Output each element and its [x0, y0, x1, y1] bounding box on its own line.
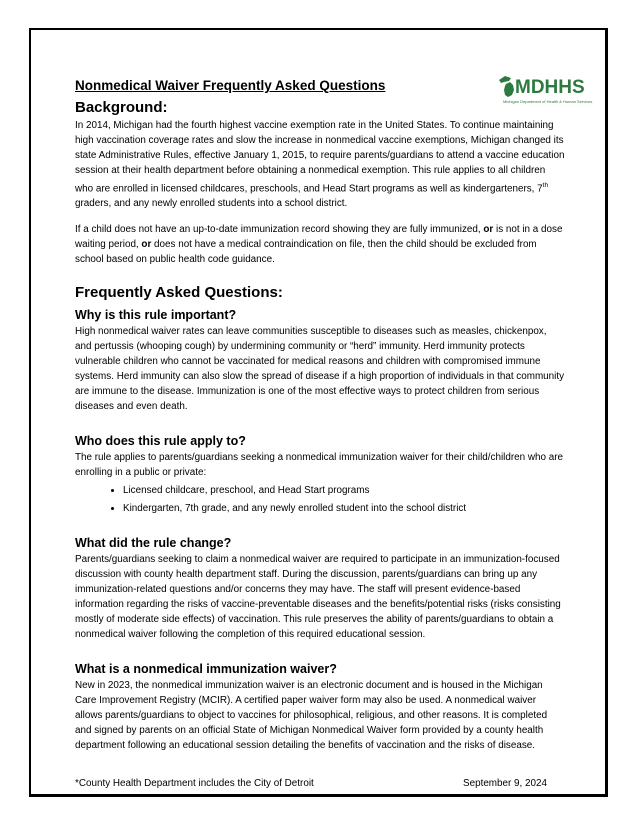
list-item: • Kindergarten, 7th grade, and any newly enrolled student into the school district: [123, 501, 565, 516]
question-4: What is a nonmedical immunization waiver?: [75, 662, 337, 677]
answer-2: The rule applies to parents/guardians seeking a nonmedical immunization waiver for their child/children who are enrolling in a public or private:: [75, 452, 563, 479]
question-1: Why is this rule important?: [75, 308, 237, 323]
question-3: What did the rule change?: [75, 536, 232, 551]
logo-wordmark: MDHHS: [515, 77, 585, 98]
document-body: [75, 76, 565, 753]
background-paragraph: In 2014, Michigan had the fourth highest vaccine exemption rate in the United States. To continue maintaining high vaccination coverage rates and slow the increase in nonmedical vaccine exemptions, Michigan changed its state Administrative Rules, effective January 1, 2015, to require parents/guardians to attend a vaccine education session at their health department before obtaining a nonmedical exemption. This rule applies to all children who are enrolled in licensed childcares, preschools, and Head Start programs as well as kindergarteners, 7th graders, and any newly enrolled students into a school district.: [75, 120, 565, 210]
logo-subtitle: Michigan Department of Health & Human Services: [503, 99, 593, 104]
faq-heading: Frequently Asked Questions:: [75, 284, 283, 302]
answer-3: Parents/guardians seeking to claim a nonmedical waiver are required to participate in an immunization-focused discussion with county health department staff. During the discussion, parents/guardians can bring up any immunization-related questions and/or concerns they may have. The staff will present evidence-based information regarding the risks of vaccine-preventable diseases and the benefits/potential risks (risks consisting mostly of moderate side effects) of vaccination. This rule preserves the ability of parents/guardians to obtain a nonmedical waiver following the completion of this required educational session.: [75, 554, 561, 641]
footer-note: *County Health Department includes the City of Detroit: [75, 778, 314, 789]
exclusion-paragraph: If a child does not have an up-to-date immunization record showing they are fully immunized, or is not in a dose waiting period, or does not have a medical contraindication on file, then the child should be excluded from school based on public health code guidance.: [75, 224, 563, 266]
answer-4: New in 2023, the nonmedical immunization waiver is an electronic document and is housed in the Michigan Care Improvement Registry (MCIR). A certified paper waiver form may also be used. A nonmedical waiver allows parents/guardians to object to vaccines for philosophical, religious, and other reasons. It is completed and signed by parents on an official State of Michigan Nonmedical Waiver form provided by a county health department following an educational session detailing the benefits of vaccination and the risks of disease.: [75, 680, 548, 752]
list-item: • Licensed childcare, preschool, and Head Start programs: [123, 483, 565, 498]
question-2: Who does this rule apply to?: [75, 434, 246, 449]
page-title: Nonmedical Waiver Frequently Asked Questions: [75, 78, 386, 93]
bullet-list: [75, 483, 565, 516]
footer-date: September 9, 2024: [463, 778, 547, 789]
answer-1: High nonmedical waiver rates can leave communities susceptible to diseases such as measles, chickenpox, and pertussis (whooping cough) by undermining community or “herd” immunity. Herd immunity protects vulnerable children who cannot be vaccinated for medical reasons and children with compromised immune systems. Herd immunity can also slow the spread of disease if a high proportion of individuals in that community are immune to the disease. Immunization is one of the most effective ways to protect children from serious diseases and even death.: [75, 326, 565, 413]
background-heading: Background:: [75, 99, 168, 116]
